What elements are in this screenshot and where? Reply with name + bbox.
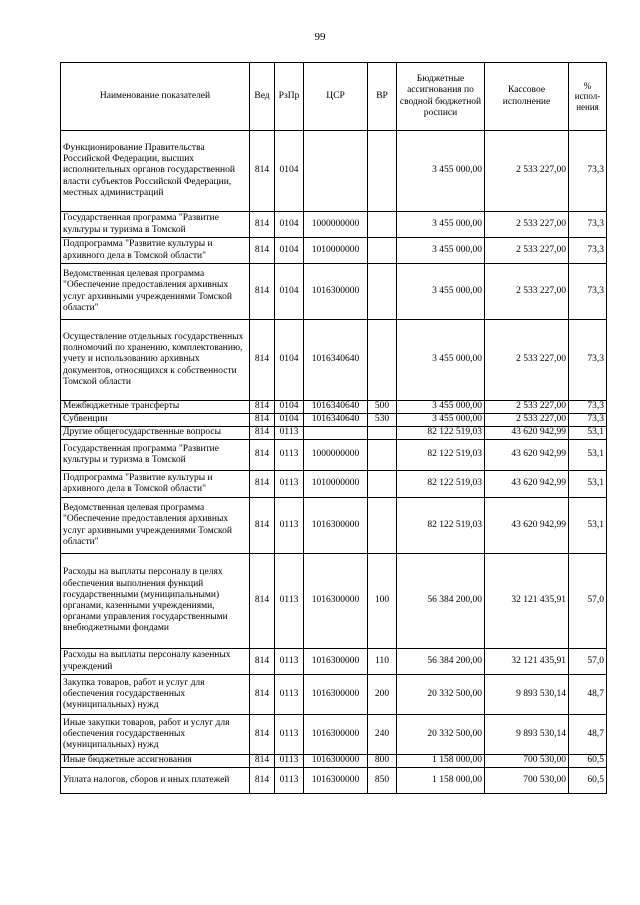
budget-execution-table: [60, 62, 607, 794]
header-vr: ВР: [368, 63, 397, 131]
row-percent: 53,1: [569, 427, 607, 440]
row-percent: 60,5: [569, 768, 607, 794]
row-ved: 814: [250, 675, 275, 715]
row-ved: 814: [250, 554, 275, 649]
row-ved: 814: [250, 715, 275, 755]
row-vr: [368, 131, 397, 212]
row-budget: 3 455 000,00: [397, 414, 485, 427]
row-cash: 2 533 227,00: [485, 320, 569, 401]
row-name: Подпрограмма "Развитие культуры и архивного дела в Томской области": [61, 471, 250, 498]
row-budget: 82 122 519,03: [397, 498, 485, 554]
row-percent: 53,1: [569, 471, 607, 498]
row-rzpr: 0104: [275, 414, 304, 427]
row-vr: 240: [368, 715, 397, 755]
row-rzpr: 0113: [275, 427, 304, 440]
row-rzpr: 0104: [275, 401, 304, 414]
row-vr: [368, 498, 397, 554]
row-csr: 1016300000: [304, 498, 368, 554]
table-row: [61, 212, 607, 238]
row-percent: 57,0: [569, 554, 607, 649]
row-cash: 2 533 227,00: [485, 414, 569, 427]
header-rzpr: РзПр: [275, 63, 304, 131]
row-vr: 110: [368, 649, 397, 675]
row-csr: 1016300000: [304, 649, 368, 675]
row-rzpr: 0104: [275, 131, 304, 212]
row-budget: 1 158 000,00: [397, 768, 485, 794]
row-rzpr: 0104: [275, 320, 304, 401]
table-header-row: [61, 63, 607, 131]
row-name: Иные бюджетные ассигнования: [61, 755, 250, 768]
row-percent: 73,3: [569, 414, 607, 427]
table-row: [61, 715, 607, 755]
row-cash: 700 530,00: [485, 768, 569, 794]
row-cash: 2 533 227,00: [485, 238, 569, 264]
row-name: Другие общегосударственные вопросы: [61, 427, 250, 440]
row-percent: 48,7: [569, 675, 607, 715]
row-csr: 1016300000: [304, 715, 368, 755]
row-ved: 814: [250, 264, 275, 320]
row-csr: 1016340640: [304, 401, 368, 414]
row-percent: 73,3: [569, 401, 607, 414]
row-vr: 530: [368, 414, 397, 427]
row-csr: 1016300000: [304, 768, 368, 794]
row-budget: 3 455 000,00: [397, 401, 485, 414]
row-percent: 53,1: [569, 498, 607, 554]
table-row: [61, 471, 607, 498]
row-ved: 814: [250, 131, 275, 212]
row-vr: 800: [368, 755, 397, 768]
row-budget: 82 122 519,03: [397, 427, 485, 440]
row-name: Государственная программа "Развитие культуры и туризма в Томской: [61, 440, 250, 471]
table-row: [61, 264, 607, 320]
row-cash: 2 533 227,00: [485, 401, 569, 414]
table-row: [61, 320, 607, 401]
row-ved: 814: [250, 320, 275, 401]
row-vr: [368, 440, 397, 471]
row-rzpr: 0113: [275, 471, 304, 498]
row-rzpr: 0113: [275, 554, 304, 649]
header-csr: ЦСР: [304, 63, 368, 131]
row-cash: 32 121 435,91: [485, 649, 569, 675]
table-row: [61, 768, 607, 794]
row-csr: 1010000000: [304, 238, 368, 264]
row-vr: [368, 471, 397, 498]
row-percent: 57,0: [569, 649, 607, 675]
row-budget: 20 332 500,00: [397, 715, 485, 755]
row-vr: 200: [368, 675, 397, 715]
header-budget-allocations: Бюджетные ассигнования по сводной бюджетной росписи: [397, 63, 485, 131]
header-cash-execution: Кассовое исполнение: [485, 63, 569, 131]
row-percent: 73,3: [569, 264, 607, 320]
row-budget: 82 122 519,03: [397, 471, 485, 498]
row-ved: 814: [250, 440, 275, 471]
row-percent: 53,1: [569, 440, 607, 471]
row-percent: 48,7: [569, 715, 607, 755]
row-csr: 1000000000: [304, 440, 368, 471]
table-row: [61, 649, 607, 675]
header-execution-percent: % испол-нения: [569, 63, 607, 131]
row-vr: 500: [368, 401, 397, 414]
row-vr: 100: [368, 554, 397, 649]
row-ved: 814: [250, 498, 275, 554]
row-percent: 73,3: [569, 320, 607, 401]
row-rzpr: 0113: [275, 675, 304, 715]
table-row: [61, 401, 607, 414]
row-vr: 850: [368, 768, 397, 794]
row-name: Ведомственная целевая программа "Обеспечение предоставления архивных услуг архивными учреждениями Томской области": [61, 498, 250, 554]
table-row: [61, 554, 607, 649]
row-ved: 814: [250, 212, 275, 238]
row-name: Подпрограмма "Развитие культуры и архивного дела в Томской области": [61, 238, 250, 264]
row-ved: 814: [250, 755, 275, 768]
row-cash: 9 893 530,14: [485, 675, 569, 715]
row-cash: 43 620 942,99: [485, 427, 569, 440]
row-budget: 82 122 519,03: [397, 440, 485, 471]
row-vr: [368, 320, 397, 401]
row-rzpr: 0104: [275, 212, 304, 238]
table-row: [61, 427, 607, 440]
row-vr: [368, 264, 397, 320]
row-vr: [368, 238, 397, 264]
row-ved: 814: [250, 427, 275, 440]
table-row: [61, 414, 607, 427]
table-row: [61, 440, 607, 471]
row-cash: 2 533 227,00: [485, 131, 569, 212]
row-name: Уплата налогов, сборов и иных платежей: [61, 768, 250, 794]
row-csr: [304, 427, 368, 440]
row-cash: 9 893 530,14: [485, 715, 569, 755]
table-row: [61, 131, 607, 212]
row-percent: 73,3: [569, 238, 607, 264]
row-csr: [304, 131, 368, 212]
row-rzpr: 0113: [275, 755, 304, 768]
row-budget: 3 455 000,00: [397, 238, 485, 264]
table-row: [61, 675, 607, 715]
row-csr: 1016340640: [304, 414, 368, 427]
row-csr: 1016300000: [304, 755, 368, 768]
row-rzpr: 0104: [275, 264, 304, 320]
row-csr: 1016340640: [304, 320, 368, 401]
row-cash: 43 620 942,99: [485, 498, 569, 554]
row-cash: 2 533 227,00: [485, 212, 569, 238]
header-ved: Вед: [250, 63, 275, 131]
row-ved: 814: [250, 649, 275, 675]
row-rzpr: 0113: [275, 715, 304, 755]
row-percent: 60,5: [569, 755, 607, 768]
row-budget: 3 455 000,00: [397, 320, 485, 401]
row-cash: 700 530,00: [485, 755, 569, 768]
row-budget: 56 384 200,00: [397, 554, 485, 649]
row-name: Государственная программа "Развитие культуры и туризма в Томской: [61, 212, 250, 238]
row-rzpr: 0113: [275, 649, 304, 675]
row-cash: 43 620 942,99: [485, 471, 569, 498]
row-rzpr: 0113: [275, 498, 304, 554]
row-rzpr: 0113: [275, 768, 304, 794]
row-percent: 73,3: [569, 212, 607, 238]
row-csr: 1016300000: [304, 554, 368, 649]
row-ved: 814: [250, 401, 275, 414]
row-ved: 814: [250, 414, 275, 427]
table-body: [61, 131, 607, 794]
row-cash: 43 620 942,99: [485, 440, 569, 471]
header-indicator-name: Наименование показателей: [61, 63, 250, 131]
row-vr: [368, 212, 397, 238]
row-cash: 32 121 435,91: [485, 554, 569, 649]
row-csr: 1000000000: [304, 212, 368, 238]
table-row: [61, 238, 607, 264]
row-name: Осуществление отдельных государственных полномочий по хранению, комплектованию, учету и использованию архивных документов, относящихся к собственности Томской области: [61, 320, 250, 401]
page-number: 99: [314, 31, 326, 43]
row-vr: [368, 427, 397, 440]
row-csr: 1016300000: [304, 264, 368, 320]
row-csr: 1010000000: [304, 471, 368, 498]
row-budget: 56 384 200,00: [397, 649, 485, 675]
row-name: Ведомственная целевая программа "Обеспечение предоставления архивных услуг архивными учреждениями Томской области": [61, 264, 250, 320]
row-name: Межбюджетные трансферты: [61, 401, 250, 414]
row-ved: 814: [250, 471, 275, 498]
table-row: [61, 755, 607, 768]
row-ved: 814: [250, 768, 275, 794]
row-budget: 1 158 000,00: [397, 755, 485, 768]
row-name: Субвенции: [61, 414, 250, 427]
row-name: Иные закупки товаров, работ и услуг для обеспечения государственных (муниципальных) нужд: [61, 715, 250, 755]
row-name: Закупка товаров, работ и услуг для обеспечения государственных (муниципальных) нужд: [61, 675, 250, 715]
row-budget: 3 455 000,00: [397, 264, 485, 320]
row-percent: 73,3: [569, 131, 607, 212]
row-ved: 814: [250, 238, 275, 264]
row-rzpr: 0113: [275, 440, 304, 471]
row-cash: 2 533 227,00: [485, 264, 569, 320]
row-name: Расходы на выплаты персоналу в целях обеспечения выполнения функций государственными (муниципальными) органами, казенными учреждениями, органами управления государственными внебюджетными фондами: [61, 554, 250, 649]
row-rzpr: 0104: [275, 238, 304, 264]
row-budget: 3 455 000,00: [397, 131, 485, 212]
table-row: [61, 498, 607, 554]
row-name: Функционирование Правительства Российской Федерации, высших исполнительных органов государственной власти субъектов Российской Федерации, местных администраций: [61, 131, 250, 212]
row-budget: 3 455 000,00: [397, 212, 485, 238]
row-name: Расходы на выплаты персоналу казенных учреждений: [61, 649, 250, 675]
row-budget: 20 332 500,00: [397, 675, 485, 715]
row-csr: 1016300000: [304, 675, 368, 715]
